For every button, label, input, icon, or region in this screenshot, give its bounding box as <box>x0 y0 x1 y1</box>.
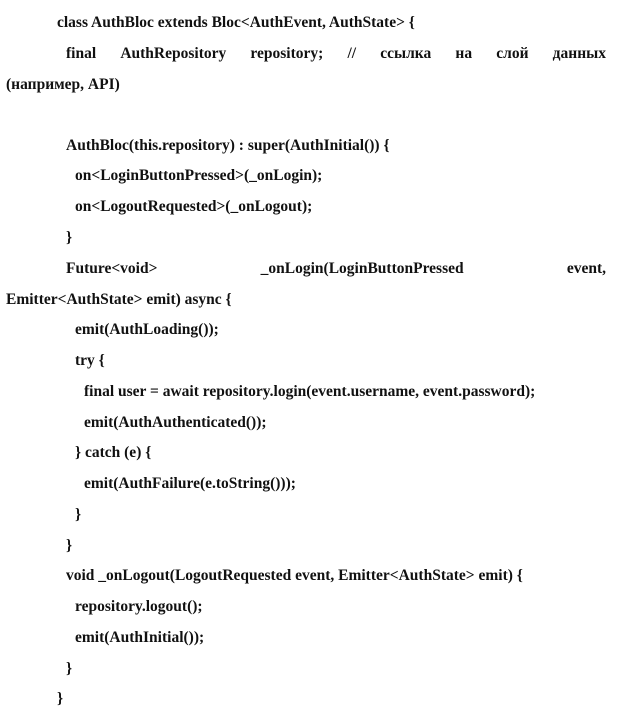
code-token: AuthRepository <box>120 45 227 62</box>
code-token: на <box>455 45 473 62</box>
code-token: данных <box>552 45 606 62</box>
code-line: class AuthBloc extends Bloc<AuthEvent, AuthState> { <box>57 14 415 31</box>
code-token: слой <box>496 45 529 62</box>
code-token: ссылка <box>380 45 432 62</box>
code-line: } <box>66 537 73 554</box>
code-line: emit(AuthInitial()); <box>75 629 205 646</box>
code-line: (например, API) <box>6 76 120 93</box>
code-line: final user = await repository.login(event.username, event.password); <box>84 383 536 400</box>
code-line <box>66 43 606 65</box>
code-token: Future<void> <box>66 260 158 277</box>
code-line: } <box>66 660 73 677</box>
code-line: emit(AuthAuthenticated()); <box>84 414 267 431</box>
code-token: final <box>66 45 97 62</box>
code-token: // <box>347 45 357 62</box>
code-line: void _onLogout(LogoutRequested event, Emitter<AuthState> emit) { <box>66 567 523 584</box>
code-line: try { <box>75 352 105 369</box>
code-line: on<LoginButtonPressed>(_onLogin); <box>75 167 323 184</box>
code-token: event, <box>566 260 606 277</box>
code-line: } catch (e) { <box>75 444 152 461</box>
code-line: } <box>57 690 64 707</box>
code-line: } <box>75 506 82 523</box>
code-line: emit(AuthLoading()); <box>75 321 219 338</box>
code-line: } <box>66 229 73 246</box>
code-line <box>66 258 606 280</box>
code-line: emit(AuthFailure(e.toString())); <box>84 475 296 492</box>
code-token: repository; <box>250 45 324 62</box>
code-token: _onLogin(LoginButtonPressed <box>260 260 464 277</box>
code-line: on<LogoutRequested>(_onLogout); <box>75 198 313 215</box>
code-line: Emitter<AuthState> emit) async { <box>6 291 232 308</box>
code-line: repository.logout(); <box>75 598 203 615</box>
code-line: AuthBloc(this.repository) : super(AuthInitial()) { <box>66 137 390 154</box>
